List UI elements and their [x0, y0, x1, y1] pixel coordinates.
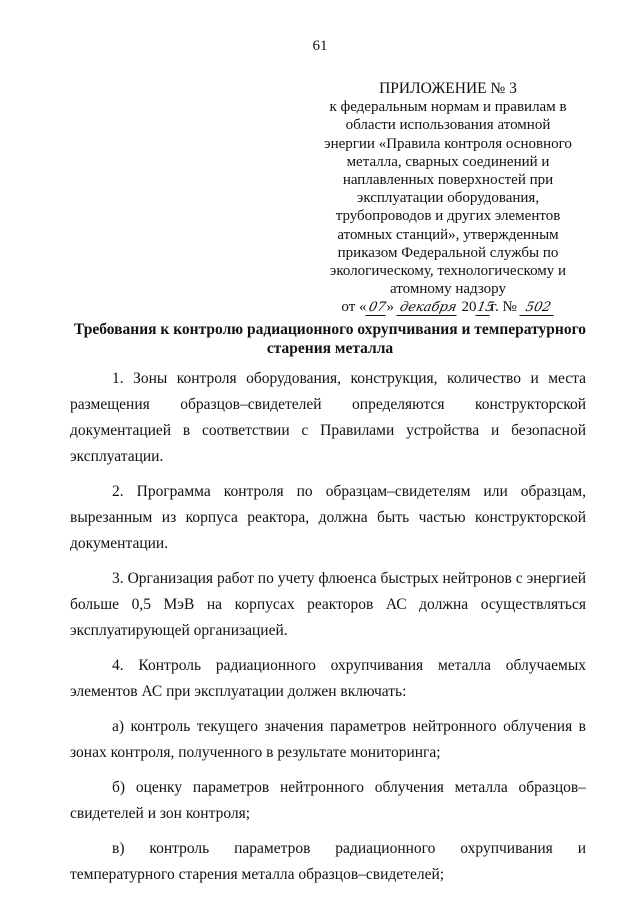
appendix-line: наплавленных поверхностей при	[342, 172, 554, 189]
paragraph-3: 3. Организация работ по учету флюенса быстрых нейтронов с энергией больше 0,5 МэВ на корпусах реакторов АС должна осуществляться эксплуатирующей организацией.	[70, 570, 586, 639]
page-number: 61	[312, 38, 328, 54]
paragraph-4b: б) оценку параметров нейтронного облучения металла образцов–свидетелей и зон контроля;	[70, 779, 586, 822]
appendix-line: атомному надзору	[390, 281, 506, 298]
document-title-line: старения металла	[266, 340, 394, 357]
handwritten-month: декабря	[396, 301, 459, 316]
appendix-line: трубопроводов и других элементов	[335, 208, 561, 225]
document-title-line: Требования к контролю радиационного охрупчивания и температурного	[73, 321, 586, 338]
appendix-line: энергии «Правила контроля основного	[324, 135, 572, 152]
appendix-heading: ПРИЛОЖЕНИЕ № 3	[379, 80, 517, 97]
appendix-line: экологическому, технологическому и	[329, 263, 567, 280]
paragraph-4c: в) контроль параметров радиационного охрупчивания и температурного старения металла образцов–свидетелей;	[70, 840, 586, 883]
order-number-prefix: г. №	[490, 299, 521, 316]
order-date-prefix: от «	[341, 299, 367, 316]
handwritten-year: 15	[475, 300, 495, 316]
appendix-block	[300, 80, 596, 317]
appendix-line: приказом Федеральной службы по	[337, 244, 559, 261]
document-body	[70, 366, 586, 897]
appendix-line: атомных станций», утвержденным	[337, 226, 559, 243]
paragraph-4: 4. Контроль радиационного охрупчивания металла облучаемых элементов АС при эксплуатации должен включать:	[70, 657, 586, 700]
order-year-prefix: 20	[457, 299, 477, 316]
handwritten-order-number: 502	[519, 301, 556, 316]
appendix-line: эксплуатации оборудования,	[356, 190, 540, 207]
order-date-number-line	[300, 298, 596, 316]
paragraph-2: 2. Программа контроля по образцам–свидетелям или образцам, вырезанным из корпуса реактора, должна быть частью конструкторской документации.	[70, 483, 586, 552]
paragraph-1: 1. Зоны контроля оборудования, конструкция, количество и места размещения образцов–свидетелей определяются конструкторской документацией в соответствии с Правилами устройства и безопасной эксплуатации.	[70, 370, 586, 465]
order-date-mid: »	[386, 299, 398, 316]
document-title	[60, 320, 600, 358]
handwritten-day: 07	[366, 300, 387, 316]
appendix-line: к федеральным нормам и правилам в	[329, 99, 567, 116]
paragraph-4a: а) контроль текущего значения параметров нейтронного облучения в зонах контроля, полученного в результате мониторинга;	[70, 718, 586, 761]
appendix-line: металла, сварных соединений и	[346, 153, 550, 170]
appendix-line: области использования атомной	[345, 117, 551, 134]
